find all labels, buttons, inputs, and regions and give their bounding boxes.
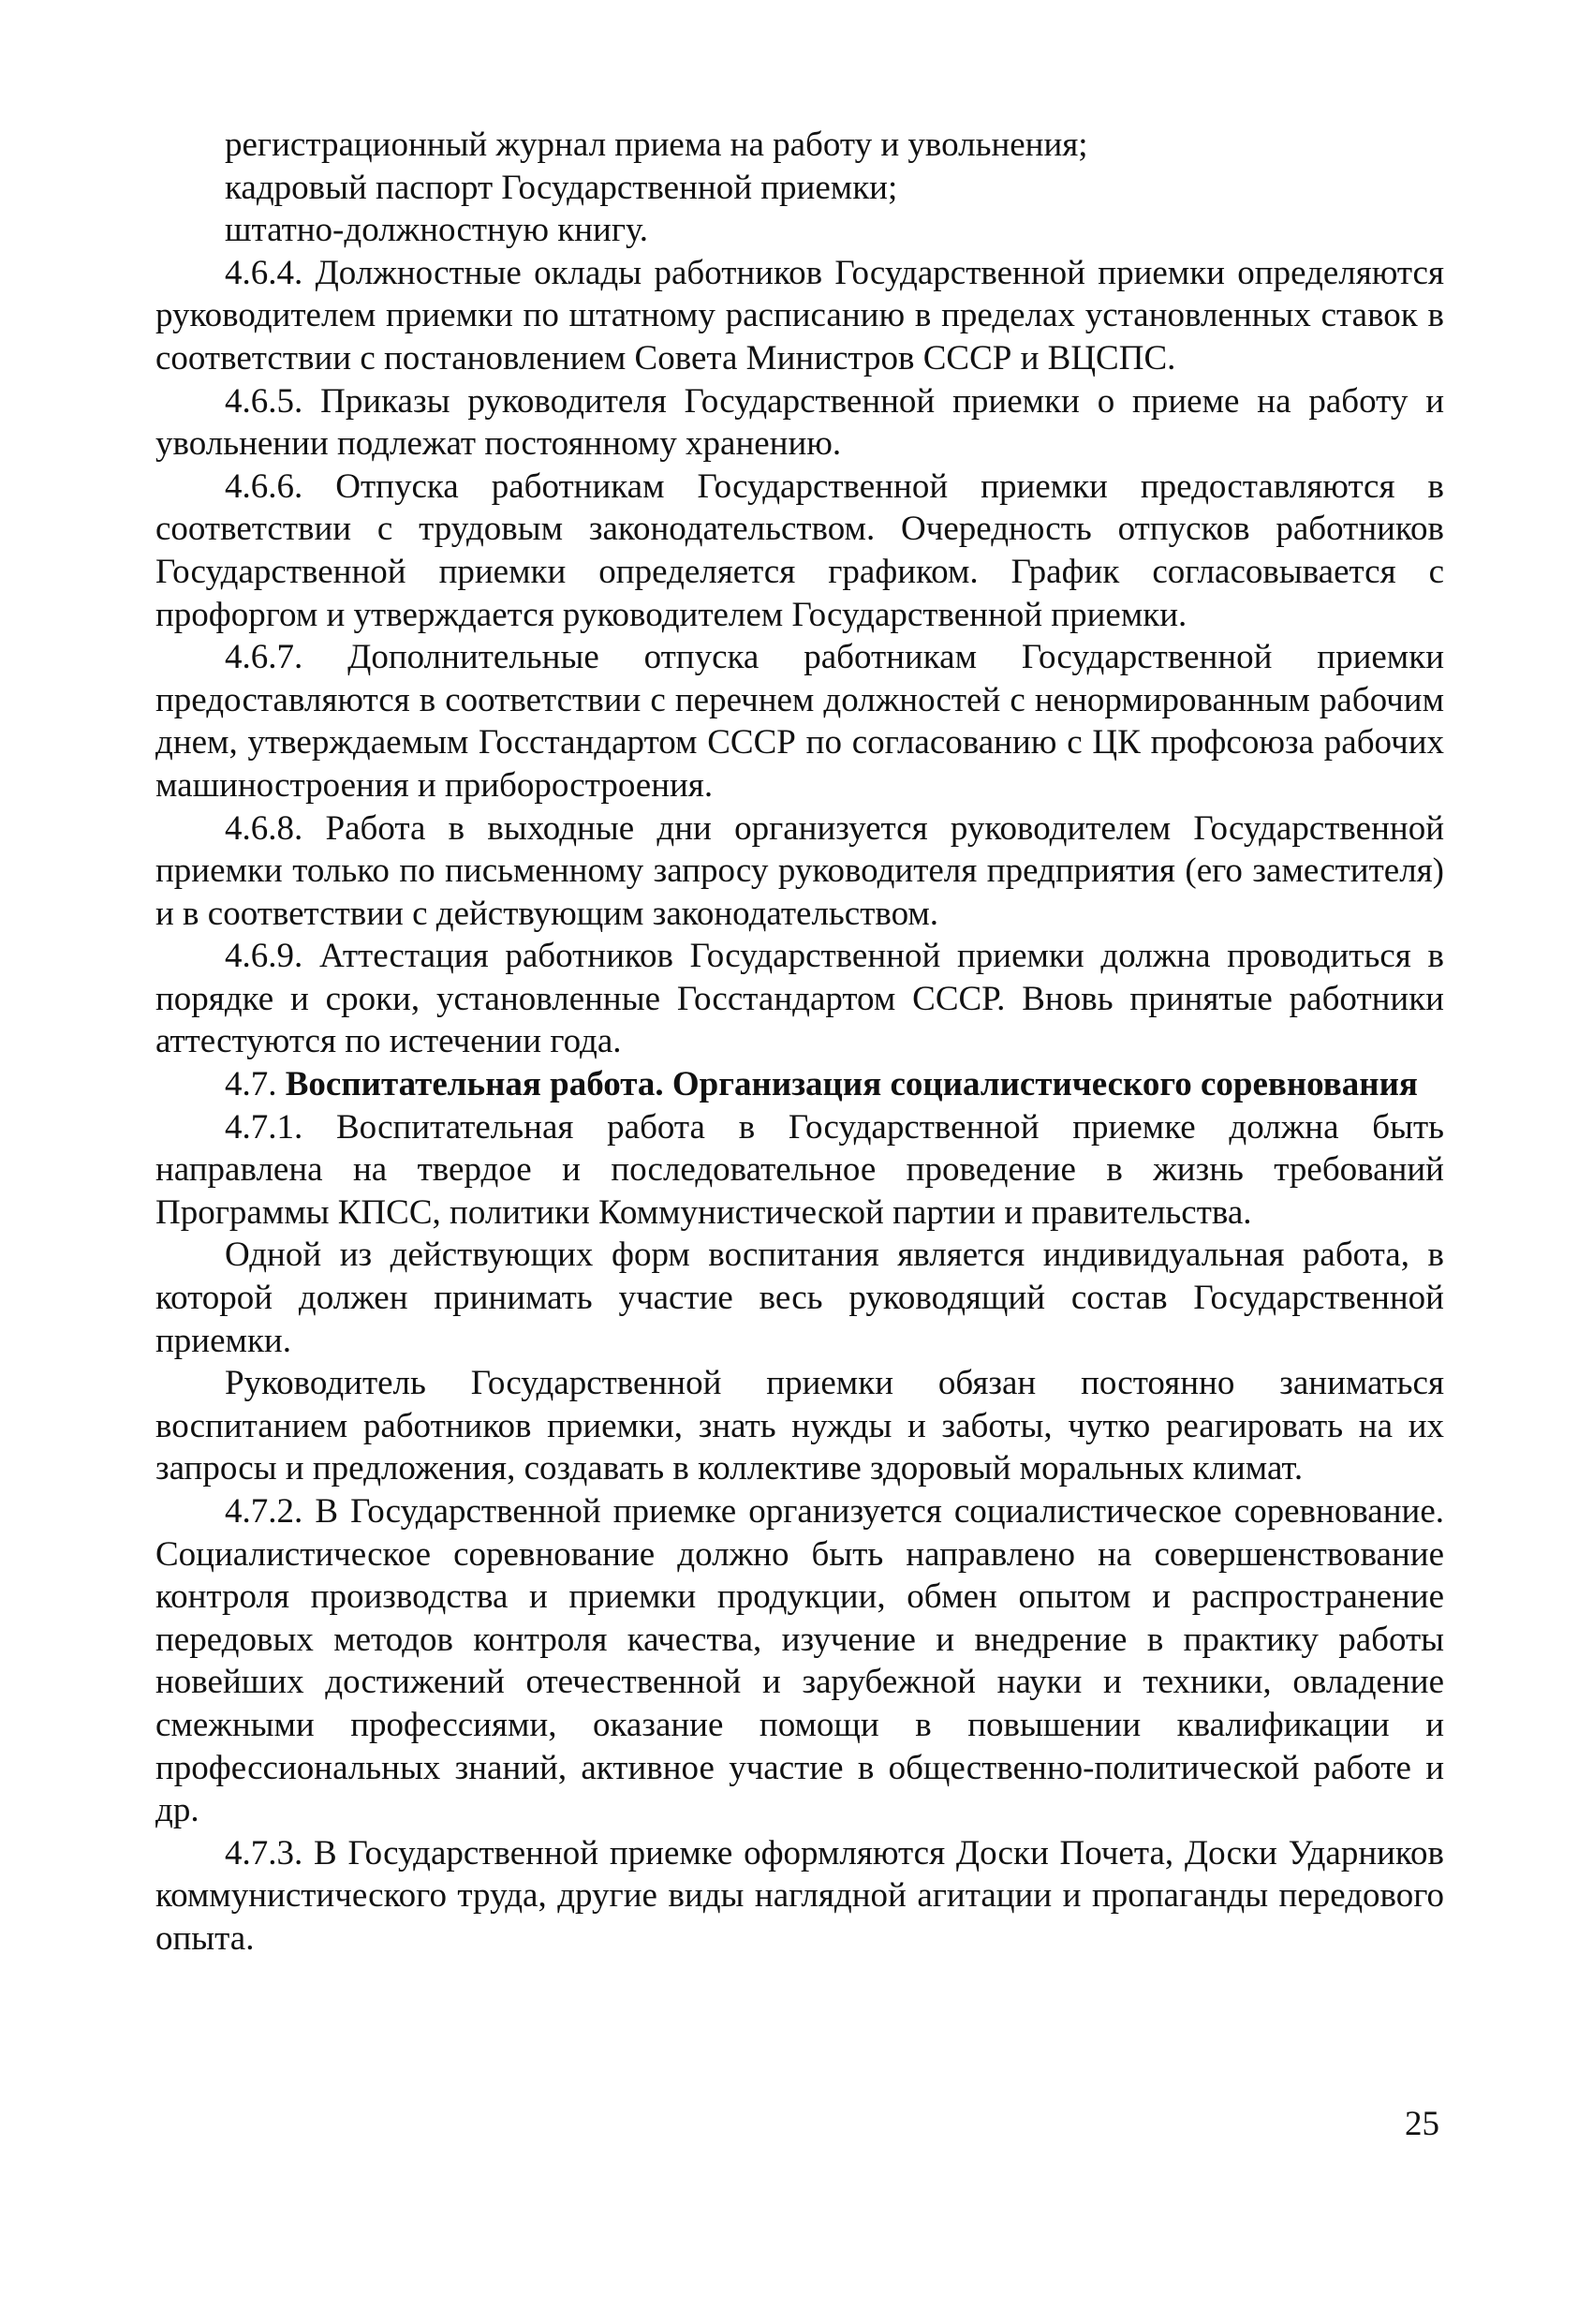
paragraph-4-6-4: 4.6.4. Должностные оклады работников Государственной приемки определяются руководителем приемки по штатному расписанию в пределах установленных ставок в соответствии с постановлением Совета Министров СССР и ВЦСПС. xyxy=(155,253,1444,377)
list-item: штатно-должностную книгу. xyxy=(225,211,649,250)
section-number: 4.7. xyxy=(225,1065,277,1104)
list-item: регистрационный журнал приема на работу и увольнения; xyxy=(225,126,1088,164)
list-item: кадровый паспорт Государственной приемки; xyxy=(225,168,898,207)
paragraph: Руководитель Государственной приемки обязан постоянно заниматься воспитанием работников приемки, знать нужды и заботы, чутко реагировать на их запросы и предложения, создавать в коллективе здоровый моральных климат. xyxy=(155,1364,1444,1488)
paragraph-4-7-3: 4.7.3. В Государственной приемке оформляются Доски Почета, Доски Ударников коммунистического труда, другие виды наглядной агитации и пропаганды передового опыта. xyxy=(155,1833,1444,1958)
paragraph-4-6-7: 4.6.7. Дополнительные отпуска работникам Государственной приемки предоставляются в соответствии с перечнем должностей с ненормированным рабочим днем, утверждаемым Госстандартом СССР по согласованию с ЦК профсоюза рабочих машиностроения и приборостроения. xyxy=(155,638,1444,805)
document-body xyxy=(155,124,1444,1961)
section-title: Воспитательная работа. Организация социалистического соревнования xyxy=(285,1065,1418,1104)
paragraph-4-7-1: 4.7.1. Воспитательная работа в Государственной приемке должна быть направлена на твердое и последовательное проведение в жизнь требований Программы КПСС, политики Коммунистической партии и правительства. xyxy=(155,1107,1444,1232)
page-number: 25 xyxy=(1405,2105,1439,2143)
paragraph-4-6-8: 4.6.8. Работа в выходные дни организуется руководителем Государственной приемки только по письменному запросу руководителя предприятия (его заместителя) и в соответствии с действующим законодательством. xyxy=(155,808,1444,933)
section-heading xyxy=(155,1063,1444,1106)
paragraph-4-6-6: 4.6.6. Отпуска работникам Государственной приемки предоставляются в соответствии с трудовым законодательством. Очередность отпусков работников Государственной приемки определяется графиком. График согласовывается с профоргом и утверждается руководителем Государственной приемки. xyxy=(155,466,1444,634)
paragraph: Одной из действующих форм воспитания является индивидуальная работа, в которой должен принимать участие весь руководящий состав Государственной приемки. xyxy=(155,1236,1444,1360)
paragraph-4-6-9: 4.6.9. Аттестация работников Государственной приемки должна проводиться в порядке и сроки, установленные Госстандартом СССР. Вновь принятые работники аттестуются по истечении года. xyxy=(155,937,1444,1061)
paragraph-4-7-2: 4.7.2. В Государственной приемке организуется социалистическое соревнование. Социалистическое соревнование должно быть направлено на совершенствование контроля производства и приемки продукции, обмен опытом и распространение передовых методов контроля качества, изучение и внедрение в практику работы новейших достижений отечественной и зарубежной науки и техники, овладение смежными профессиями, оказание помощи в повышении квалификации и профессиональных знаний, активное участие в общественно-политической работе и др. xyxy=(155,1492,1444,1830)
paragraph-4-6-5: 4.6.5. Приказы руководителя Государственной приемки о приеме на работу и увольнении подлежат постоянному хранению. xyxy=(155,381,1444,464)
